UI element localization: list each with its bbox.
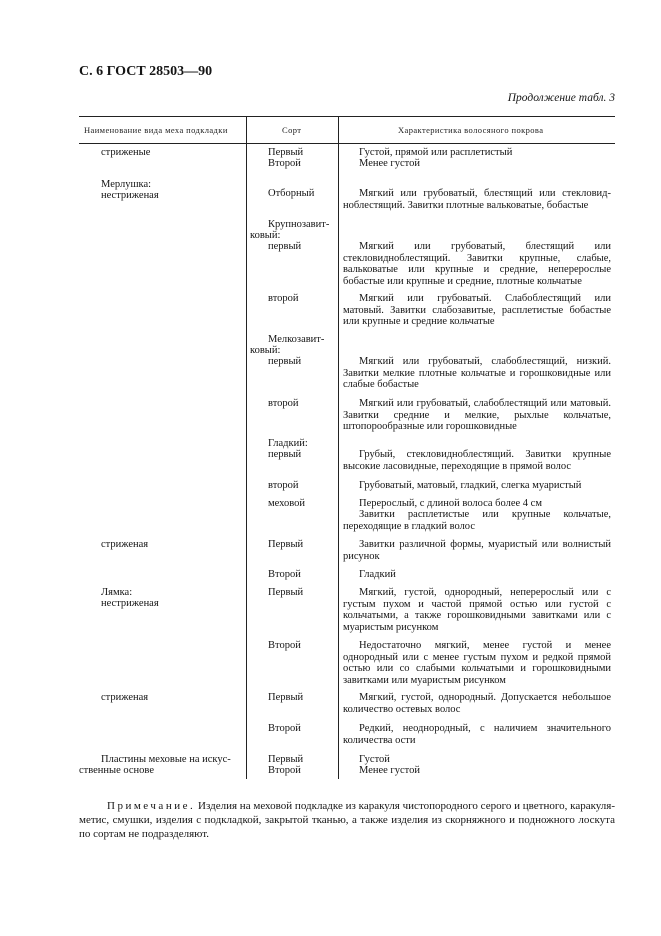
table-cell: стриженая: [101, 692, 149, 703]
table-cell: второй: [268, 398, 299, 409]
table-cell: Мягкий или грубоватый, слабоблестящий или матовый. Завитки средние и мелкие, рыхлые кольчатые, штопорообразные или горошковидные: [343, 398, 611, 432]
note-label: Примечание.: [107, 800, 196, 812]
table-cell: меховой: [268, 498, 306, 509]
table-cell: Грубый, стекловидноблестящий. Завитки крупные высокие ласовидные, переходящие в прямой волос: [343, 449, 611, 472]
table-cell: Завитки различной формы, муаристый или волнистый рисунок: [343, 539, 611, 562]
table-cell: Пластины меховые на искус-: [101, 754, 231, 765]
table-cell: Завитки расплетистые или крупные кольчатые, переходящие в гладкий волос: [343, 509, 611, 532]
table-cell: первый: [268, 449, 302, 460]
table-cell: Первый: [268, 539, 304, 550]
table-cell: Первый: [268, 587, 304, 598]
table-cell: Мягкий, густой, однородный, неперерослый или с густым пухом и частой прямой остью или густой с кольчатыми, а также горошковидными завитками или с муаристым рисунком: [343, 587, 611, 633]
table-cell: Мерлушка:: [101, 179, 152, 190]
table-cell: Лямка:: [101, 587, 133, 598]
table-cell: первый: [268, 356, 302, 367]
table-cell: второй: [268, 480, 299, 491]
table-cell: Мелкозавит-: [268, 334, 325, 345]
table-cell: Второй: [268, 158, 301, 169]
table-cell: Густой, прямой или расплетистый: [359, 147, 513, 158]
table-cell: Первый: [268, 754, 304, 765]
table-cell: ственные основе: [79, 765, 154, 776]
table-cell: Мягкий или грубоватый, блестящий или стекловидноблестящий. Завитки плотные вальковатые, бобастые: [343, 188, 611, 211]
table-cell: Второй: [268, 640, 301, 651]
table-note: [79, 799, 615, 841]
column-header-characteristic: Характеристика волосяного покрова: [398, 125, 544, 135]
note-text: Изделия на меховой подкладке из каракуля чистопородного серого и цветного, каракуля-метис, смушки, изделия с подкладкой, закрытой тканью, а также изделия из скорняжного и подножного лоскута по сортам не подразделяют.: [79, 800, 615, 840]
column-header-name: Наименование вида меха подкладки: [84, 125, 228, 135]
table-cell: Первый: [268, 692, 304, 703]
table-cell: ковый:: [250, 345, 281, 356]
page-header: С. 6 ГОСТ 28503—90: [79, 64, 213, 79]
table-cell: Второй: [268, 723, 301, 734]
column-divider-1: [246, 116, 247, 779]
table-cell: Крупнозавит-: [268, 219, 330, 230]
table-cell: стриженые: [101, 147, 151, 158]
table-cell: ковый:: [250, 230, 281, 241]
table-cell: Недостаточно мягкий, менее густой и менее однородный или с менее густым пухом и редкой прямой остью или со слабыми кольчатыми и горошковидными завитками или муаристым рисунком: [343, 640, 611, 686]
table-top-rule: [79, 116, 615, 117]
table-cell: Второй: [268, 765, 301, 776]
column-header-grade: Сорт: [282, 125, 302, 135]
table-cell: Менее густой: [359, 158, 420, 169]
table-cell: первый: [268, 241, 302, 252]
table-cell: Мягкий, густой, однородный. Допускается небольшое количество остевых волос: [343, 692, 611, 715]
table-cell: Редкий, неоднородный, с наличием значительного количества ости: [343, 723, 611, 746]
table-cell: Менее густой: [359, 765, 420, 776]
table-continuation-label: Продолжение табл. 3: [507, 92, 615, 104]
table-cell: Мягкий или грубоватый. Слабоблестящий или матовый. Завитки слабозавитые, расплетистые бобастые или крупные и средние кольчатые: [343, 293, 611, 327]
table-cell: Второй: [268, 569, 301, 580]
table-cell: Перерослый, с длиной волоса более 4 см: [359, 498, 542, 509]
table-cell: Густой: [359, 754, 390, 765]
table-cell: нестриженая: [101, 190, 159, 201]
table-cell: Гладкий:: [268, 438, 308, 449]
table-cell: нестриженая: [101, 598, 159, 609]
table-cell: Мягкий или грубоватый, блестящий или стекловидноблестящий. Завитки крупные, слабые, вальковатые или крупные и средние, неперерослые бобастые или крупные и средние, плотные кольчатые: [343, 241, 611, 287]
table-cell: Первый: [268, 147, 304, 158]
table-cell: Грубоватый, матовый, гладкий, слегка муаристый: [359, 480, 582, 491]
table-cell: стриженая: [101, 539, 149, 550]
table-cell: второй: [268, 293, 299, 304]
table-header-rule: [79, 143, 615, 144]
table-cell: Мягкий или грубоватый, слабоблестящий, низкий. Завитки мелкие плотные кольчатые и горошковидные или слабые бобастые: [343, 356, 611, 390]
table-cell: Отборный: [268, 188, 315, 199]
table-cell: Гладкий: [359, 569, 396, 580]
